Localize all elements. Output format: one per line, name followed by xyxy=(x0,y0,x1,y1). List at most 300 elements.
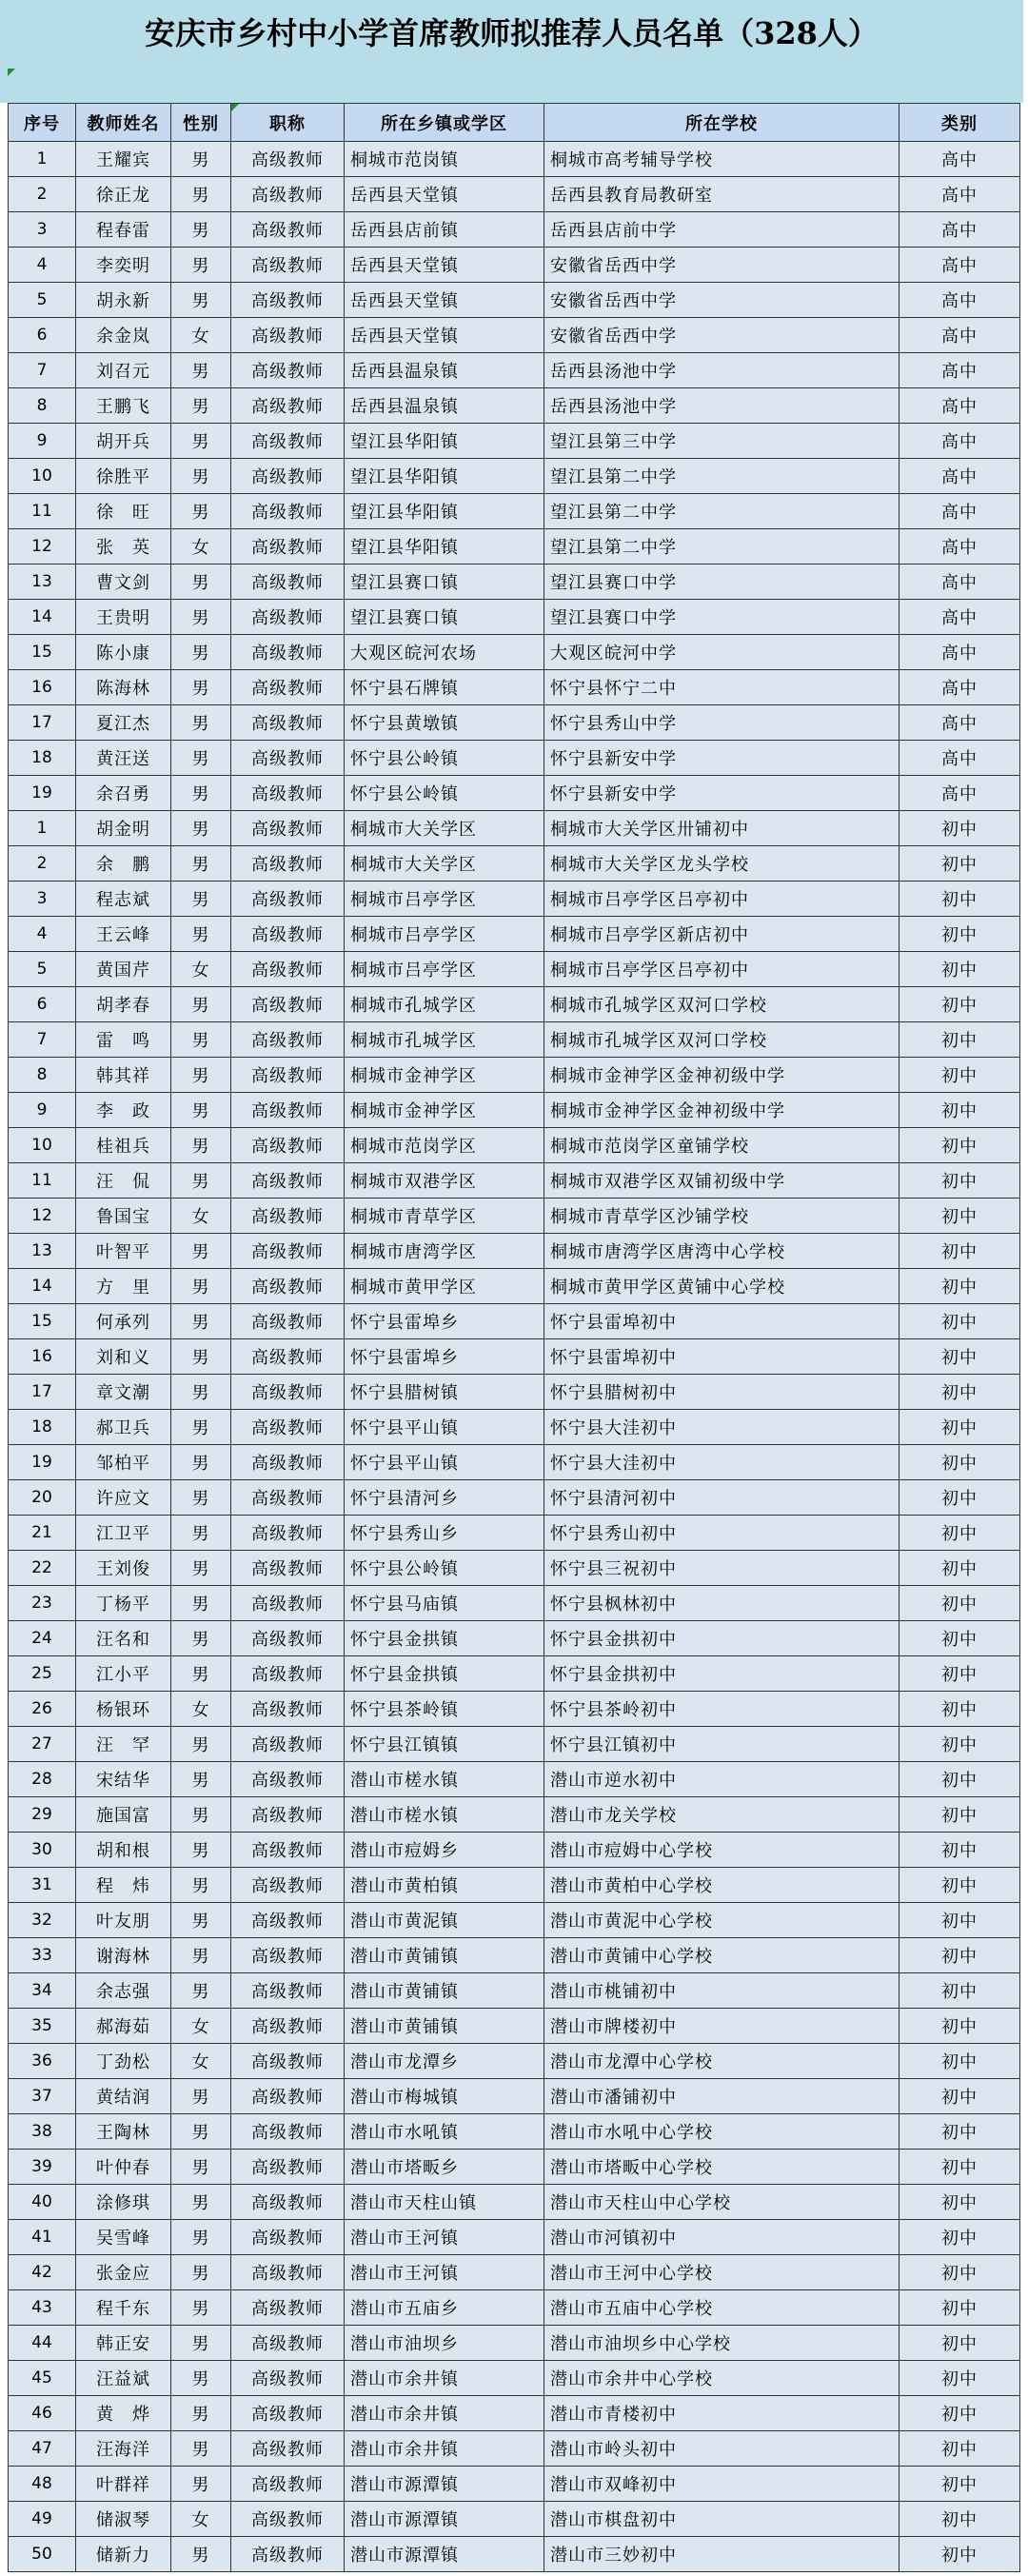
cell-comment-marker-icon xyxy=(8,69,15,76)
gender-cell: 男 xyxy=(171,1163,231,1199)
job-title-cell: 高级教师 xyxy=(231,1128,345,1163)
teacher-name-cell: 刘召元 xyxy=(76,353,171,388)
page-title: 安庆市乡村中小学首席教师拟推荐人员名单（328人） xyxy=(145,15,879,51)
teacher-name-cell: 宋结华 xyxy=(76,1762,171,1797)
gender-cell: 男 xyxy=(171,212,231,248)
category-cell: 初中 xyxy=(900,987,1020,1022)
school-cell: 桐城市双港学区双铺初级中学 xyxy=(544,1163,900,1199)
job-title-cell: 高级教师 xyxy=(231,1586,345,1621)
teacher-name-cell: 余志强 xyxy=(76,1973,171,2009)
township-cell: 岳西县天堂镇 xyxy=(345,177,544,212)
table-row xyxy=(9,1199,1020,1234)
gender-cell: 女 xyxy=(171,2009,231,2044)
township-cell: 桐城市双港学区 xyxy=(345,1163,544,1199)
category-cell: 初中 xyxy=(900,1375,1020,1410)
row-number-cell: 29 xyxy=(9,1797,76,1833)
job-title-cell: 高级教师 xyxy=(231,142,345,177)
township-cell: 怀宁县秀山乡 xyxy=(345,1516,544,1551)
school-cell: 怀宁县秀山初中 xyxy=(544,1516,900,1551)
job-title-cell: 高级教师 xyxy=(231,565,345,600)
township-cell: 怀宁县公岭镇 xyxy=(345,1551,544,1586)
category-cell: 初中 xyxy=(900,1304,1020,1339)
category-cell: 初中 xyxy=(900,1339,1020,1375)
teacher-name-cell: 余 鹏 xyxy=(76,846,171,882)
job-title-cell: 高级教师 xyxy=(231,388,345,424)
row-number-cell: 24 xyxy=(9,1621,76,1656)
school-cell: 怀宁县江镇初中 xyxy=(544,1727,900,1762)
job-title-cell: 高级教师 xyxy=(231,1551,345,1586)
teacher-name-cell: 黄结润 xyxy=(76,2079,171,2114)
table-row xyxy=(9,1586,1020,1621)
teacher-name-cell: 黄 烨 xyxy=(76,2396,171,2431)
job-title-cell: 高级教师 xyxy=(231,741,345,776)
township-cell: 潜山市五庙乡 xyxy=(345,2290,544,2326)
row-number-cell: 34 xyxy=(9,1973,76,2009)
school-cell: 潜山市五庙中心学校 xyxy=(544,2290,900,2326)
row-number-cell: 4 xyxy=(9,248,76,283)
job-title-cell: 高级教师 xyxy=(231,882,345,917)
category-cell: 初中 xyxy=(900,1797,1020,1833)
gender-cell: 男 xyxy=(171,2431,231,2467)
gender-cell: 男 xyxy=(171,1727,231,1762)
school-cell: 怀宁县金拱初中 xyxy=(544,1656,900,1692)
category-cell: 初中 xyxy=(900,2326,1020,2361)
gender-cell: 男 xyxy=(171,1093,231,1128)
category-cell: 高中 xyxy=(900,142,1020,177)
gender-cell: 男 xyxy=(171,1375,231,1410)
job-title-cell: 高级教师 xyxy=(231,2044,345,2079)
category-cell: 初中 xyxy=(900,1833,1020,1868)
category-cell: 初中 xyxy=(900,846,1020,882)
township-cell: 潜山市黄泥镇 xyxy=(345,1903,544,1938)
school-cell: 潜山市逆水初中 xyxy=(544,1762,900,1797)
table-row xyxy=(9,2502,1020,2537)
job-title-cell: 高级教师 xyxy=(231,1692,345,1727)
gender-cell: 女 xyxy=(171,529,231,565)
table-row xyxy=(9,2079,1020,2114)
table-row xyxy=(9,1410,1020,1445)
gender-cell: 男 xyxy=(171,2079,231,2114)
gender-cell: 男 xyxy=(171,987,231,1022)
gender-cell: 女 xyxy=(171,2044,231,2079)
category-cell: 初中 xyxy=(900,1656,1020,1692)
row-number-cell: 19 xyxy=(9,1445,76,1480)
job-title-cell: 高级教师 xyxy=(231,705,345,741)
teacher-name-cell: 徐 旺 xyxy=(76,494,171,529)
row-number-cell: 35 xyxy=(9,2009,76,2044)
category-cell: 初中 xyxy=(900,1727,1020,1762)
job-title-cell: 高级教师 xyxy=(231,1339,345,1375)
row-number-cell: 13 xyxy=(9,1234,76,1269)
township-cell: 怀宁县公岭镇 xyxy=(345,776,544,811)
row-number-cell: 9 xyxy=(9,1093,76,1128)
gender-cell: 男 xyxy=(171,2255,231,2290)
school-cell: 安徽省岳西中学 xyxy=(544,318,900,353)
job-title-cell: 高级教师 xyxy=(231,1516,345,1551)
table-row xyxy=(9,2044,1020,2079)
township-cell: 怀宁县雷埠乡 xyxy=(345,1304,544,1339)
gender-cell: 男 xyxy=(171,1868,231,1903)
school-cell: 望江县第二中学 xyxy=(544,459,900,494)
teacher-name-cell: 徐胜平 xyxy=(76,459,171,494)
teacher-name-cell: 施国富 xyxy=(76,1797,171,1833)
row-number-cell: 8 xyxy=(9,1058,76,1093)
township-cell: 潜山市黄铺镇 xyxy=(345,1938,544,1973)
job-title-cell: 高级教师 xyxy=(231,212,345,248)
teacher-name-cell: 方 里 xyxy=(76,1269,171,1304)
township-cell: 潜山市源潭镇 xyxy=(345,2537,544,2572)
school-cell: 怀宁县怀宁二中 xyxy=(544,670,900,705)
school-cell: 桐城市唐湾学区唐湾中心学校 xyxy=(544,1234,900,1269)
job-title-cell: 高级教师 xyxy=(231,1727,345,1762)
teacher-name-cell: 王刘俊 xyxy=(76,1551,171,1586)
gender-cell: 男 xyxy=(171,565,231,600)
table-row xyxy=(9,1128,1020,1163)
teacher-name-cell: 丁劲松 xyxy=(76,2044,171,2079)
category-cell: 初中 xyxy=(900,1269,1020,1304)
teacher-name-cell: 胡和根 xyxy=(76,1833,171,1868)
gender-cell: 男 xyxy=(171,1022,231,1058)
school-cell: 潜山市牌楼初中 xyxy=(544,2009,900,2044)
table-row xyxy=(9,1058,1020,1093)
category-cell: 初中 xyxy=(900,2290,1020,2326)
township-cell: 桐城市吕亭学区 xyxy=(345,882,544,917)
table-row xyxy=(9,248,1020,283)
row-number-cell: 2 xyxy=(9,846,76,882)
gender-cell: 女 xyxy=(171,952,231,987)
school-cell: 桐城市孔城学区双河口学校 xyxy=(544,1022,900,1058)
job-title-cell: 高级教师 xyxy=(231,1022,345,1058)
township-cell: 潜山市龙潭乡 xyxy=(345,2044,544,2079)
table-row xyxy=(9,1903,1020,1938)
township-cell: 岳西县天堂镇 xyxy=(345,248,544,283)
school-cell: 潜山市天柱山中心学校 xyxy=(544,2185,900,2220)
table-row xyxy=(9,2185,1020,2220)
township-cell: 桐城市金神学区 xyxy=(345,1093,544,1128)
row-number-cell: 42 xyxy=(9,2255,76,2290)
township-cell: 潜山市黄柏镇 xyxy=(345,1868,544,1903)
job-title-cell: 高级教师 xyxy=(231,2150,345,2185)
teacher-name-cell: 何承列 xyxy=(76,1304,171,1339)
table-row xyxy=(9,142,1020,177)
teacher-name-cell: 江卫平 xyxy=(76,1516,171,1551)
gender-cell: 男 xyxy=(171,1551,231,1586)
category-cell: 初中 xyxy=(900,882,1020,917)
township-cell: 潜山市余井镇 xyxy=(345,2361,544,2396)
table-row xyxy=(9,2150,1020,2185)
teacher-name-cell: 汪 罕 xyxy=(76,1727,171,1762)
gender-cell: 男 xyxy=(171,1339,231,1375)
gender-cell: 男 xyxy=(171,2361,231,2396)
teacher-name-cell: 桂祖兵 xyxy=(76,1128,171,1163)
job-title-cell: 高级教师 xyxy=(231,1163,345,1199)
table-row xyxy=(9,2255,1020,2290)
school-cell: 望江县第二中学 xyxy=(544,529,900,565)
township-cell: 桐城市孔城学区 xyxy=(345,987,544,1022)
row-number-cell: 14 xyxy=(9,600,76,635)
table-row xyxy=(9,705,1020,741)
category-cell: 初中 xyxy=(900,1621,1020,1656)
township-cell: 潜山市黄铺镇 xyxy=(345,1973,544,2009)
gender-cell: 男 xyxy=(171,2220,231,2255)
teacher-name-cell: 程春雷 xyxy=(76,212,171,248)
gender-cell: 男 xyxy=(171,1269,231,1304)
header-job-title: 职称 xyxy=(231,104,345,142)
job-title-cell: 高级教师 xyxy=(231,2290,345,2326)
category-cell: 初中 xyxy=(900,2044,1020,2079)
category-cell: 高中 xyxy=(900,565,1020,600)
job-title-cell: 高级教师 xyxy=(231,846,345,882)
title-banner xyxy=(0,0,1023,103)
category-cell: 初中 xyxy=(900,1586,1020,1621)
category-cell: 初中 xyxy=(900,917,1020,952)
table-row xyxy=(9,1692,1020,1727)
job-title-cell: 高级教师 xyxy=(231,494,345,529)
gender-cell: 女 xyxy=(171,318,231,353)
job-title-cell: 高级教师 xyxy=(231,776,345,811)
category-cell: 初中 xyxy=(900,2009,1020,2044)
job-title-cell: 高级教师 xyxy=(231,1304,345,1339)
township-cell: 大观区皖河农场 xyxy=(345,635,544,670)
school-cell: 怀宁县雷埠初中 xyxy=(544,1339,900,1375)
teacher-name-cell: 胡开兵 xyxy=(76,424,171,459)
row-number-cell: 47 xyxy=(9,2431,76,2467)
job-title-cell: 高级教师 xyxy=(231,1868,345,1903)
school-cell: 桐城市高考辅导学校 xyxy=(544,142,900,177)
school-cell: 岳西县教育局教研室 xyxy=(544,177,900,212)
gender-cell: 男 xyxy=(171,1586,231,1621)
table-row xyxy=(9,1304,1020,1339)
row-number-cell: 10 xyxy=(9,1128,76,1163)
job-title-cell: 高级教师 xyxy=(231,635,345,670)
category-cell: 初中 xyxy=(900,811,1020,846)
table-row xyxy=(9,882,1020,917)
table-row xyxy=(9,318,1020,353)
category-cell: 初中 xyxy=(900,2079,1020,2114)
township-cell: 望江县赛口镇 xyxy=(345,600,544,635)
gender-cell: 男 xyxy=(171,1445,231,1480)
teacher-table xyxy=(8,103,1020,2572)
school-cell: 大观区皖河中学 xyxy=(544,635,900,670)
gender-cell: 男 xyxy=(171,283,231,318)
school-cell: 潜山市岭头初中 xyxy=(544,2431,900,2467)
category-cell: 初中 xyxy=(900,1022,1020,1058)
gender-cell: 男 xyxy=(171,1234,231,1269)
row-number-cell: 8 xyxy=(9,388,76,424)
township-cell: 怀宁县雷埠乡 xyxy=(345,1339,544,1375)
gender-cell: 男 xyxy=(171,2467,231,2502)
township-cell: 潜山市油坝乡 xyxy=(345,2326,544,2361)
table-row xyxy=(9,565,1020,600)
school-cell: 潜山市河镇初中 xyxy=(544,2220,900,2255)
school-cell: 怀宁县大洼初中 xyxy=(544,1410,900,1445)
job-title-cell: 高级教师 xyxy=(231,2079,345,2114)
school-cell: 桐城市吕亭学区吕亭初中 xyxy=(544,952,900,987)
teacher-name-cell: 王云峰 xyxy=(76,917,171,952)
category-cell: 初中 xyxy=(900,1551,1020,1586)
school-cell: 潜山市油坝乡中心学校 xyxy=(544,2326,900,2361)
teacher-name-cell: 刘和义 xyxy=(76,1339,171,1375)
township-cell: 岳西县天堂镇 xyxy=(345,283,544,318)
job-title-cell: 高级教师 xyxy=(231,2185,345,2220)
table-row xyxy=(9,1445,1020,1480)
job-title-cell: 高级教师 xyxy=(231,600,345,635)
category-cell: 初中 xyxy=(900,1058,1020,1093)
teacher-name-cell: 章文潮 xyxy=(76,1375,171,1410)
row-number-cell: 10 xyxy=(9,459,76,494)
row-number-cell: 38 xyxy=(9,2114,76,2150)
school-cell: 安徽省岳西中学 xyxy=(544,283,900,318)
school-cell: 潜山市水吼中心学校 xyxy=(544,2114,900,2150)
school-cell: 怀宁县新安中学 xyxy=(544,741,900,776)
category-cell: 初中 xyxy=(900,952,1020,987)
table-row xyxy=(9,1339,1020,1375)
job-title-cell: 高级教师 xyxy=(231,283,345,318)
category-cell: 高中 xyxy=(900,670,1020,705)
table-row xyxy=(9,1868,1020,1903)
teacher-name-cell: 胡永新 xyxy=(76,283,171,318)
teacher-name-cell: 汪海洋 xyxy=(76,2431,171,2467)
school-cell: 潜山市三妙初中 xyxy=(544,2537,900,2572)
table-row xyxy=(9,529,1020,565)
teacher-name-cell: 鲁国宝 xyxy=(76,1199,171,1234)
gender-cell: 男 xyxy=(171,1058,231,1093)
township-cell: 怀宁县公岭镇 xyxy=(345,741,544,776)
row-number-cell: 40 xyxy=(9,2185,76,2220)
category-cell: 高中 xyxy=(900,424,1020,459)
job-title-cell: 高级教师 xyxy=(231,1093,345,1128)
job-title-cell: 高级教师 xyxy=(231,2326,345,2361)
row-number-cell: 25 xyxy=(9,1656,76,1692)
job-title-cell: 高级教师 xyxy=(231,1762,345,1797)
gender-cell: 男 xyxy=(171,2114,231,2150)
table-row xyxy=(9,388,1020,424)
row-number-cell: 33 xyxy=(9,1938,76,1973)
job-title-cell: 高级教师 xyxy=(231,1410,345,1445)
township-cell: 岳西县温泉镇 xyxy=(345,353,544,388)
gender-cell: 女 xyxy=(171,1692,231,1727)
category-cell: 初中 xyxy=(900,1938,1020,1973)
job-title-cell: 高级教师 xyxy=(231,1833,345,1868)
teacher-name-cell: 王陶林 xyxy=(76,2114,171,2150)
school-cell: 桐城市范岗学区童铺学校 xyxy=(544,1128,900,1163)
township-cell: 怀宁县黄墩镇 xyxy=(345,705,544,741)
teacher-name-cell: 陈小康 xyxy=(76,635,171,670)
table-row xyxy=(9,987,1020,1022)
teacher-name-cell: 程志斌 xyxy=(76,882,171,917)
header-gender: 性别 xyxy=(171,104,231,142)
gender-cell: 男 xyxy=(171,811,231,846)
table-row xyxy=(9,811,1020,846)
job-title-cell: 高级教师 xyxy=(231,1973,345,2009)
row-number-cell: 30 xyxy=(9,1833,76,1868)
cell-comment-marker-icon xyxy=(231,104,239,111)
teacher-name-cell: 王鹏飞 xyxy=(76,388,171,424)
category-cell: 高中 xyxy=(900,283,1020,318)
row-number-cell: 3 xyxy=(9,212,76,248)
table-row xyxy=(9,459,1020,494)
school-cell: 潜山市桃铺初中 xyxy=(544,1973,900,2009)
row-number-cell: 50 xyxy=(9,2537,76,2572)
table-row xyxy=(9,1973,1020,2009)
gender-cell: 男 xyxy=(171,388,231,424)
table-row xyxy=(9,952,1020,987)
category-cell: 高中 xyxy=(900,635,1020,670)
school-cell: 潜山市双峰初中 xyxy=(544,2467,900,2502)
township-cell: 岳西县店前镇 xyxy=(345,212,544,248)
table-row xyxy=(9,2431,1020,2467)
job-title-cell: 高级教师 xyxy=(231,1656,345,1692)
gender-cell: 男 xyxy=(171,776,231,811)
teacher-name-cell: 张 英 xyxy=(76,529,171,565)
school-cell: 怀宁县腊树初中 xyxy=(544,1375,900,1410)
teacher-name-cell: 郝卫兵 xyxy=(76,1410,171,1445)
township-cell: 桐城市吕亭学区 xyxy=(345,917,544,952)
row-number-cell: 43 xyxy=(9,2290,76,2326)
row-number-cell: 20 xyxy=(9,1480,76,1516)
gender-cell: 男 xyxy=(171,142,231,177)
teacher-name-cell: 张金应 xyxy=(76,2255,171,2290)
school-cell: 桐城市孔城学区双河口学校 xyxy=(544,987,900,1022)
school-cell: 望江县赛口中学 xyxy=(544,565,900,600)
table-row xyxy=(9,1480,1020,1516)
category-cell: 高中 xyxy=(900,353,1020,388)
teacher-name-cell: 程千东 xyxy=(76,2290,171,2326)
table-row xyxy=(9,1234,1020,1269)
category-cell: 高中 xyxy=(900,741,1020,776)
row-number-cell: 14 xyxy=(9,1269,76,1304)
gender-cell: 男 xyxy=(171,248,231,283)
school-cell: 潜山市余井中心学校 xyxy=(544,2361,900,2396)
school-cell: 潜山市龙潭中心学校 xyxy=(544,2044,900,2079)
gender-cell: 男 xyxy=(171,1762,231,1797)
school-cell: 望江县第三中学 xyxy=(544,424,900,459)
township-cell: 桐城市黄甲学区 xyxy=(345,1269,544,1304)
category-cell: 高中 xyxy=(900,705,1020,741)
township-cell: 桐城市金神学区 xyxy=(345,1058,544,1093)
table-row xyxy=(9,1093,1020,1128)
school-cell: 望江县赛口中学 xyxy=(544,600,900,635)
township-cell: 潜山市王河镇 xyxy=(345,2220,544,2255)
row-number-cell: 32 xyxy=(9,1903,76,1938)
category-cell: 初中 xyxy=(900,2255,1020,2290)
gender-cell: 男 xyxy=(171,705,231,741)
table-row xyxy=(9,2537,1020,2572)
row-number-cell: 6 xyxy=(9,987,76,1022)
job-title-cell: 高级教师 xyxy=(231,353,345,388)
gender-cell: 男 xyxy=(171,494,231,529)
job-title-cell: 高级教师 xyxy=(231,1234,345,1269)
category-cell: 初中 xyxy=(900,2150,1020,2185)
category-cell: 初中 xyxy=(900,1163,1020,1199)
row-number-cell: 48 xyxy=(9,2467,76,2502)
header-teacher-name: 教师姓名 xyxy=(76,104,171,142)
table-row xyxy=(9,917,1020,952)
gender-cell: 男 xyxy=(171,917,231,952)
row-number-cell: 13 xyxy=(9,565,76,600)
teacher-name-cell: 叶仲春 xyxy=(76,2150,171,2185)
category-cell: 初中 xyxy=(900,2537,1020,2572)
school-cell: 潜山市痘姆中心学校 xyxy=(544,1833,900,1868)
category-cell: 高中 xyxy=(900,459,1020,494)
category-cell: 初中 xyxy=(900,2502,1020,2537)
row-number-cell: 19 xyxy=(9,776,76,811)
job-title-cell: 高级教师 xyxy=(231,1375,345,1410)
job-title-cell: 高级教师 xyxy=(231,917,345,952)
township-cell: 望江县赛口镇 xyxy=(345,565,544,600)
teacher-name-cell: 邹柏平 xyxy=(76,1445,171,1480)
school-cell: 桐城市金神学区金神初级中学 xyxy=(544,1058,900,1093)
